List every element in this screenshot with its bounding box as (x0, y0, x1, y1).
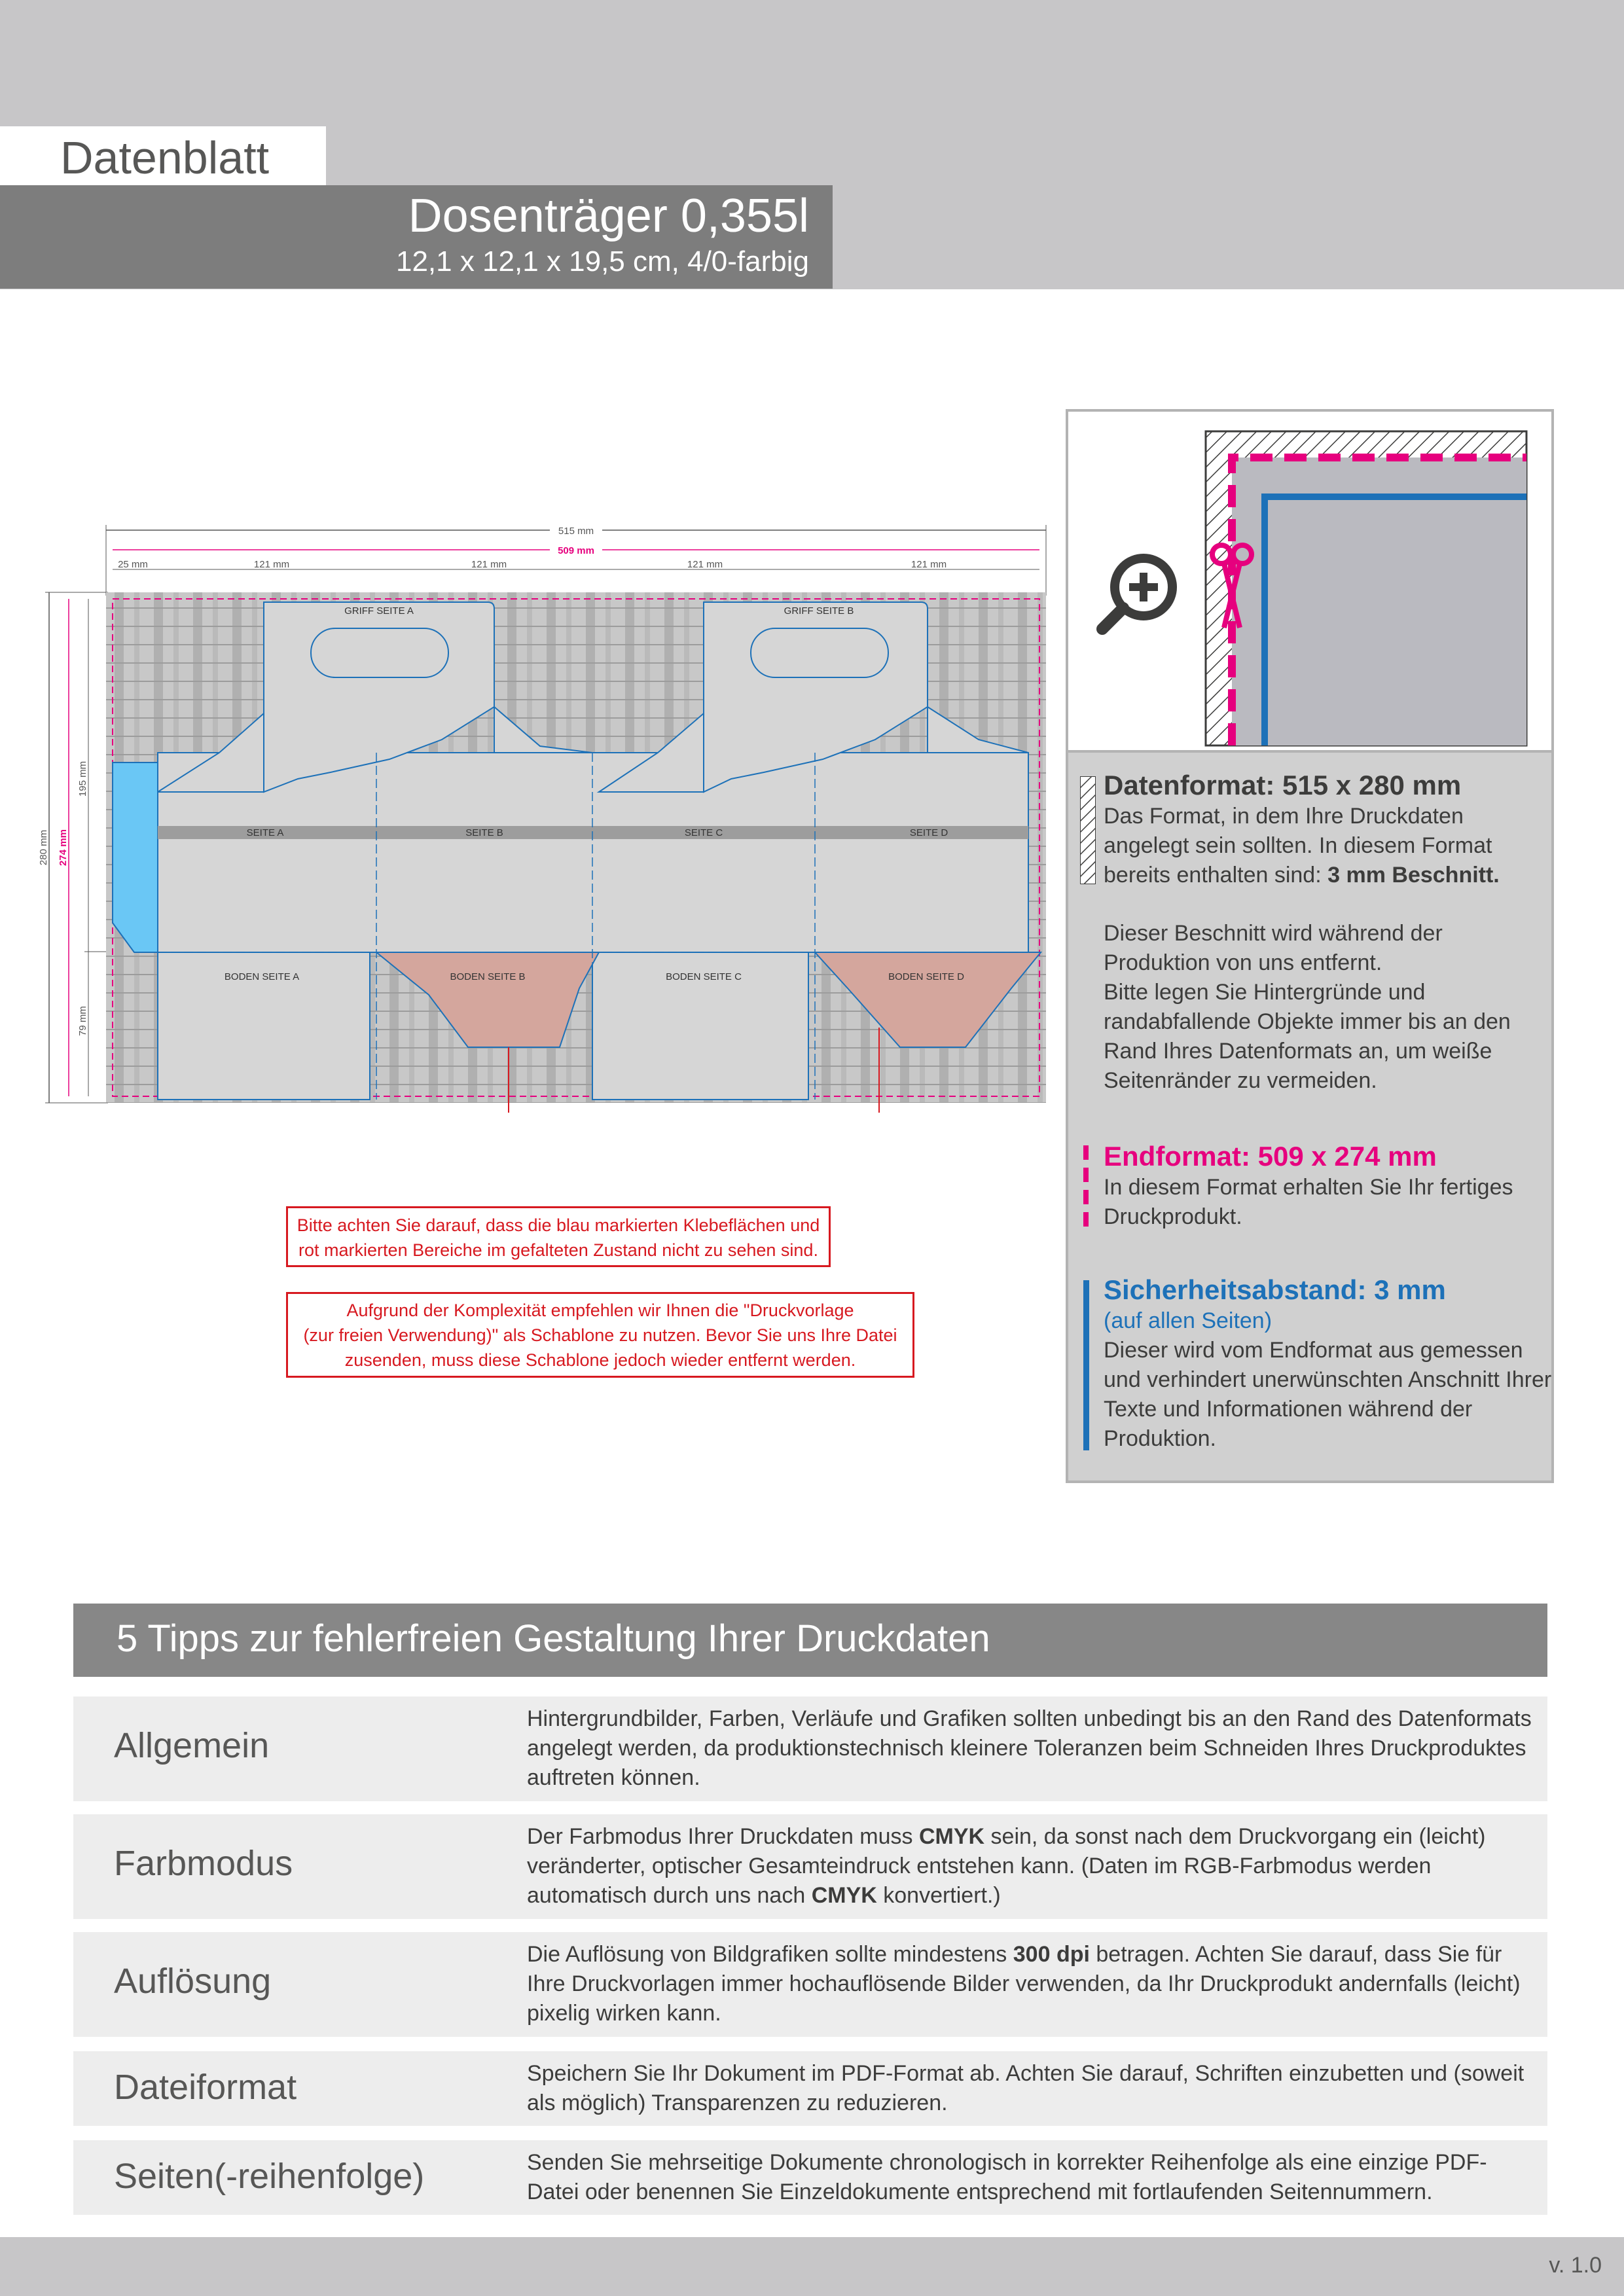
label-side-b: SEITE B (465, 827, 503, 838)
tip-text-part: sein, da sonst nach dem Druckvorgang ein (leicht) veränderter, optischer Gesamteindruck entstehen kann. (Daten im RGB-Farbmodus werden automatisch durch uns nach (527, 1824, 1486, 1908)
tip-text (527, 1822, 1535, 1910)
title-box (0, 185, 833, 289)
version-label: v. 1.0 (1549, 2253, 1602, 2278)
label-side-d: SEITE D (909, 827, 948, 838)
tip-text-part: betragen. Achten Sie darauf, dass Sie für Ihre Druckvorlagen immer hochauflösende Bilder verwenden, da Ihr Druckprodukt andernfalls (leicht) pixelig wirken kann. (527, 1942, 1521, 2026)
tip-title: Allgemein (114, 1726, 270, 1765)
dim-height-end: 274 mm (58, 829, 69, 866)
note1-line2: rot markierten Bereiche im gefalteten Zustand nicht zu sehen sind. (298, 1240, 818, 1260)
dim-seg-1: 121 mm (253, 559, 290, 570)
doc-label (0, 126, 326, 185)
safety-subtitle: (auf allen Seiten) (1104, 1308, 1272, 1333)
tip-text (527, 1940, 1535, 2028)
tip-title: Seiten(-reihenfolge) (114, 2157, 425, 2196)
handle-hole-b (751, 628, 888, 677)
label-bottom-d: BODEN SEITE D (888, 971, 964, 982)
tip-row (73, 1696, 1547, 1801)
fold-band (158, 826, 1028, 839)
note2-line2: (zur freien Verwendung)" als Schablone zu nutzen. Bevor Sie uns Ihre Datei (303, 1325, 897, 1345)
dim-height-upper: 195 mm (77, 761, 88, 797)
tip-text: Hintergrundbilder, Farben, Verläufe und Grafiken sollten unbedingt bis an den Rand des Datenformats angelegt werden, da produktionstechnisch kleinere Toleranzen beim Schneiden Ihres Druckproduktes auftreten können. (527, 1706, 1532, 1790)
dimension-top (106, 524, 1046, 596)
tip-text-bold: CMYK (918, 1824, 985, 1849)
format-text-bold: 3 mm Beschnitt. (1327, 863, 1500, 888)
note2-line1: Aufgrund der Komplexität empfehlen wir Ihnen die "Druckvorlage (346, 1300, 854, 1320)
zoom-graphic (1068, 412, 1551, 753)
label-handle-b: GRIFF SEITE B (784, 605, 854, 617)
label-side-c: SEITE C (684, 827, 723, 838)
note1-line1: Bitte achten Sie darauf, dass die blau markierten Klebeflächen und (297, 1215, 820, 1235)
endformat-marker (1083, 1145, 1089, 1227)
tips-title: 5 Tipps zur fehlerfreien Gestaltung Ihrer Druckdaten (117, 1617, 990, 1660)
format-text (1104, 802, 1549, 890)
safety-text: Dieser wird vom Endformat aus gemessen und verhindert unerwünschten Anschnitt Ihrer Texte und Informationen während der Produktion. (1104, 1338, 1552, 1451)
note2-line3: zusenden, muss diese Schablone jedoch wieder entfernt werden. (344, 1350, 856, 1370)
format-title: Datenformat: 515 x 280 mm (1104, 770, 1462, 800)
tip-title: Auflösung (114, 1962, 272, 2001)
note-template (286, 1292, 914, 1378)
tip-row (73, 2140, 1547, 2215)
dim-glue: 25 mm (118, 559, 148, 570)
zoom-in-icon (1102, 558, 1172, 629)
tip-title: Dateiformat (114, 2068, 297, 2107)
label-side-a: SEITE A (246, 827, 284, 838)
dim-seg-2: 121 mm (471, 559, 507, 570)
diecut-drawing (36, 517, 1057, 1113)
tip-text-part: konvertiert.) (876, 1883, 1001, 1908)
dim-width-total: 515 mm (558, 526, 594, 537)
endformat-info (1104, 1140, 1549, 1232)
tip-row (73, 1814, 1547, 1919)
safety-title: Sicherheitsabstand: 3 mm (1104, 1274, 1446, 1305)
format-extra-info (1104, 919, 1549, 1096)
label-bottom-b: BODEN SEITE B (450, 971, 526, 982)
format-extra-2: Bitte legen Sie Hintergründe und randabfallende Objekte immer bis an den Rand Ihres Datenformats an, um weiße Seitenränder zu vermeiden. (1104, 980, 1511, 1093)
format-info (1104, 769, 1549, 890)
tip-text-part: Der Farbmodus Ihrer Druckdaten muss (527, 1824, 919, 1849)
format-hatch-marker (1080, 776, 1096, 884)
handle-hole-a (311, 628, 448, 677)
tip-text-bold: CMYK (811, 1883, 877, 1908)
product-title: Dosenträger 0,355l (408, 190, 809, 242)
tip-text: Speichern Sie Ihr Dokument im PDF-Format ab. Achten Sie darauf, Schriften einzubetten und (soweit als möglich) Transparenzen zu reduzieren. (527, 2061, 1525, 2115)
tip-row (73, 2051, 1547, 2126)
note-glue-areas (286, 1206, 831, 1267)
dim-seg-4: 121 mm (911, 559, 947, 570)
zoom-illustration (1066, 409, 1554, 753)
dim-width-end: 509 mm (558, 545, 594, 556)
tip-text-bold: 300 dpi (1013, 1942, 1090, 1967)
endformat-title: Endformat: 509 x 274 mm (1104, 1141, 1437, 1172)
label-handle-a: GRIFF SEITE A (344, 605, 414, 617)
tip-text: Senden Sie mehrseitige Dokumente chronologisch in korrekter Reihenfolge als eine einzige PDF-Datei oder benennen Sie Einzeldokumente entsprechend mit fortlaufenden Seitennummern. (527, 2150, 1487, 2204)
safety-marker (1083, 1280, 1089, 1450)
endformat-text: In diesem Format erhalten Sie Ihr fertiges Druckprodukt. (1104, 1175, 1513, 1229)
product-subtitle: 12,1 x 12,1 x 19,5 cm, 4/0-farbig (395, 245, 809, 278)
doc-label-text: Datenblatt (60, 132, 270, 183)
tips-header (73, 1604, 1547, 1677)
dim-height-total: 280 mm (38, 829, 49, 866)
tip-row (73, 1932, 1547, 2037)
dim-height-lower: 79 mm (77, 1006, 88, 1036)
footer (0, 2237, 1624, 2296)
safety-info (1104, 1274, 1555, 1454)
dim-seg-3: 121 mm (687, 559, 723, 570)
tip-title: Farbmodus (114, 1844, 293, 1883)
dimension-left (38, 592, 108, 1103)
label-bottom-c: BODEN SEITE C (666, 971, 742, 982)
glue-flap (113, 762, 158, 952)
format-extra-1: Dieser Beschnitt wird während der Produktion von uns entfernt. (1104, 921, 1443, 975)
format-text-main: Das Format, in dem Ihre Druckdaten angelegt sein sollten. In diesem Format bereits enthalten sind: (1104, 804, 1492, 888)
label-bottom-a: BODEN SEITE A (224, 971, 300, 982)
tip-text-part: Die Auflösung von Bildgrafiken sollte mindestens (527, 1942, 1013, 1967)
